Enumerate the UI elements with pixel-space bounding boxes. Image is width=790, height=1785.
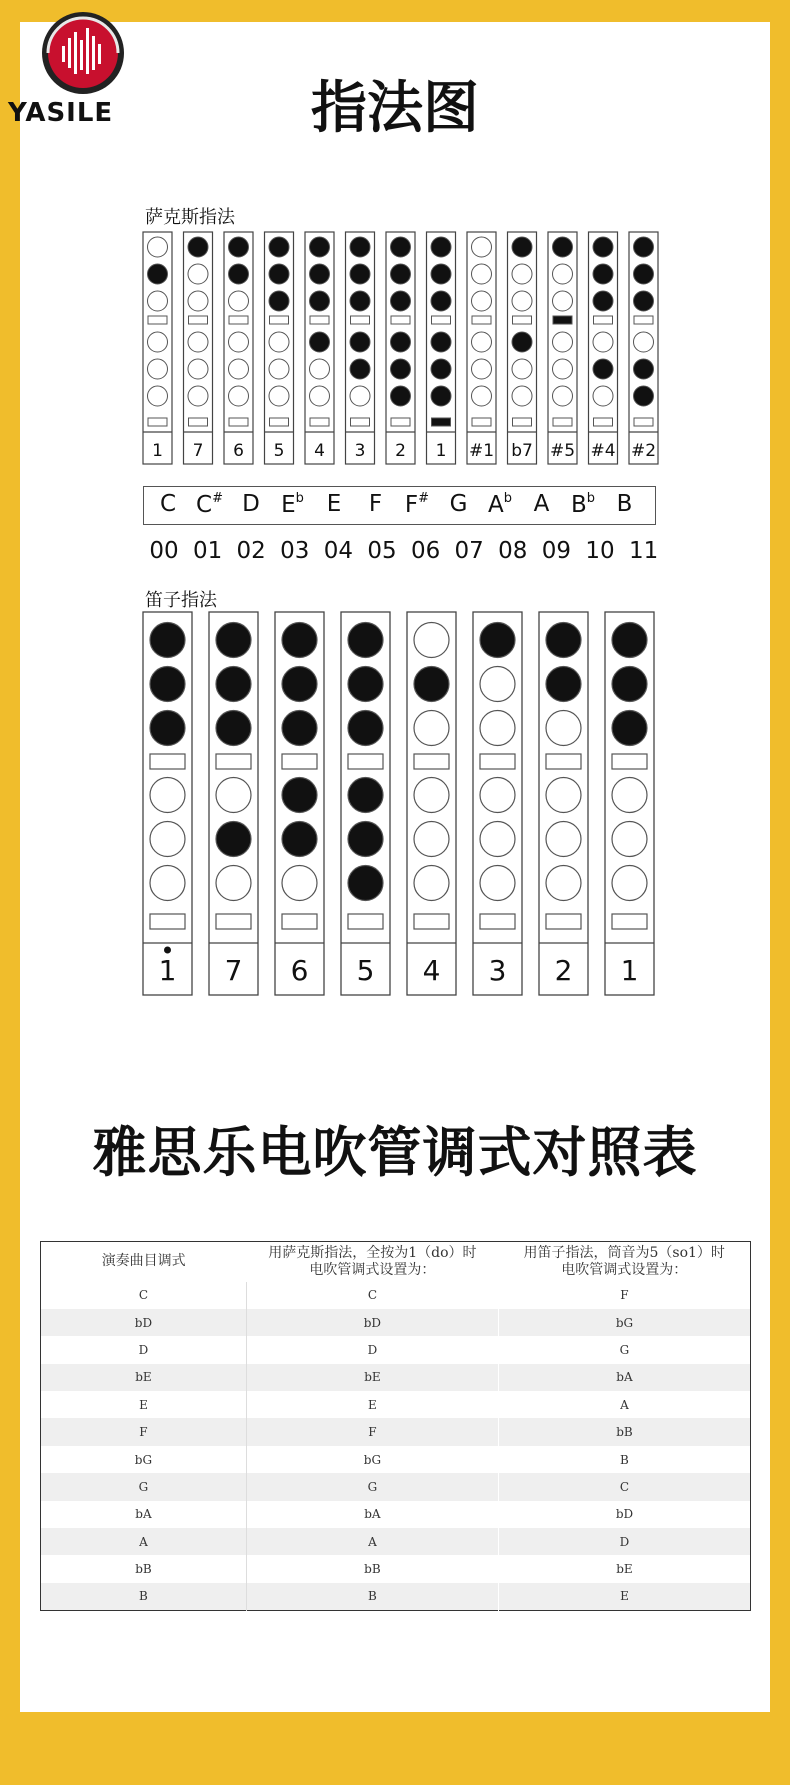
open-hole-icon [512, 386, 532, 406]
sax-column [548, 232, 577, 464]
header-tune-key: 演奏曲目调式 [41, 1242, 247, 1282]
key-slot-icon [513, 418, 532, 426]
closed-hole-icon [512, 332, 532, 352]
sax-note-label: b7 [511, 441, 533, 461]
sax-column [143, 232, 172, 464]
key-slot-icon [414, 914, 449, 929]
key-note-label: A [533, 491, 550, 517]
closed-hole-icon [282, 623, 317, 658]
closed-hole-icon [282, 711, 317, 746]
open-hole-icon [148, 386, 168, 406]
closed-hole-icon [282, 822, 317, 857]
key-slot-icon [546, 914, 581, 929]
key-slot-icon [612, 914, 647, 929]
sax-column [386, 232, 415, 464]
flute-note-label: 3 [488, 954, 507, 987]
open-hole-icon [512, 291, 532, 311]
open-hole-icon [480, 667, 515, 702]
open-hole-icon [150, 778, 185, 813]
closed-hole-icon [431, 386, 451, 406]
open-hole-icon [612, 778, 647, 813]
table-cell: F [41, 1418, 247, 1445]
page-title: 指法图 [311, 76, 479, 141]
table-cell: bA [41, 1501, 247, 1528]
key-number: 04 [323, 538, 354, 564]
key-slot-icon [216, 754, 251, 769]
sax-section-label: 萨克斯指法 [145, 207, 235, 228]
flute-fingering-diagram [140, 608, 660, 998]
closed-hole-icon [391, 237, 411, 257]
open-hole-icon [472, 237, 492, 257]
open-hole-icon [414, 778, 449, 813]
flute-column [143, 612, 192, 995]
table-row [41, 1336, 751, 1363]
closed-hole-icon [391, 359, 411, 379]
flute-column [605, 612, 654, 995]
open-hole-icon [188, 386, 208, 406]
logo-wordmark: YASILE [8, 98, 114, 128]
table-cell: B [246, 1583, 498, 1610]
open-hole-icon [148, 332, 168, 352]
open-hole-icon [480, 822, 515, 857]
key-slot-icon [148, 418, 167, 426]
key-slot-icon [310, 316, 329, 324]
open-hole-icon [472, 359, 492, 379]
key-slot-icon [480, 754, 515, 769]
sax-note-label: 4 [314, 441, 325, 461]
key-number: 01 [192, 538, 223, 564]
key-slot-icon [553, 418, 572, 426]
flute-note-label: 1 [158, 954, 177, 987]
open-hole-icon [350, 386, 370, 406]
key-slot-icon [594, 316, 613, 324]
open-hole-icon [472, 332, 492, 352]
closed-hole-icon [593, 291, 613, 311]
open-hole-icon [188, 332, 208, 352]
table-cell: E [41, 1391, 247, 1418]
table-cell: D [498, 1528, 750, 1555]
sax-note-label: 7 [192, 441, 204, 461]
table-cell: bA [498, 1364, 750, 1391]
closed-hole-icon [431, 237, 451, 257]
open-hole-icon [310, 359, 330, 379]
flute-note-label: 6 [290, 954, 309, 987]
open-hole-icon [216, 866, 251, 901]
key-slot-icon [472, 316, 491, 324]
table-cell: D [246, 1336, 498, 1363]
sax-note-label: 2 [395, 441, 406, 461]
table-cell: E [246, 1391, 498, 1418]
closed-hole-icon [350, 332, 370, 352]
table-headline: 雅思乐电吹管调式对照表 [92, 1121, 698, 1184]
sax-column [184, 232, 213, 464]
open-hole-icon [269, 332, 289, 352]
key-slot-icon [216, 914, 251, 929]
table-cell: bG [41, 1446, 247, 1473]
key-slot-icon [270, 316, 289, 324]
key-note-label: F [368, 491, 383, 517]
sax-column [467, 232, 496, 464]
sax-note-label: 3 [354, 441, 366, 461]
table-cell: bG [246, 1446, 498, 1473]
key-number: 03 [280, 538, 310, 564]
key-slot-icon [432, 418, 451, 426]
table-row [41, 1446, 751, 1473]
closed-hole-icon [546, 623, 581, 658]
sax-column [508, 232, 537, 464]
key-slot-icon [546, 754, 581, 769]
key-slot-icon [229, 418, 248, 426]
table-cell: bD [246, 1309, 498, 1336]
key-note-label: C# [196, 491, 223, 518]
sax-column [629, 232, 658, 464]
closed-hole-icon [431, 291, 451, 311]
closed-hole-icon [612, 711, 647, 746]
table-cell: C [246, 1282, 498, 1309]
table-row [41, 1528, 751, 1555]
key-note-label: G [449, 491, 468, 517]
closed-hole-icon [282, 667, 317, 702]
flute-note-label: 4 [422, 954, 441, 987]
closed-hole-icon [348, 822, 383, 857]
closed-hole-icon [229, 237, 249, 257]
flute-column [209, 612, 258, 995]
table-cell: bD [41, 1309, 247, 1336]
key-note-label: D [242, 491, 260, 517]
table-cell: C [498, 1473, 750, 1500]
sax-fingering-diagram [140, 230, 660, 466]
closed-hole-icon [593, 264, 613, 284]
open-hole-icon [593, 386, 613, 406]
open-hole-icon [480, 711, 515, 746]
table-cell: bE [498, 1555, 750, 1582]
open-hole-icon [414, 822, 449, 857]
key-number: 08 [498, 538, 528, 564]
closed-hole-icon [431, 264, 451, 284]
closed-hole-icon [348, 866, 383, 901]
open-hole-icon [480, 778, 515, 813]
key-number: 02 [236, 538, 266, 564]
key-slot-icon [229, 316, 248, 324]
key-note-label: $E^b$ [281, 491, 304, 518]
closed-hole-icon [150, 711, 185, 746]
table-cell: bB [246, 1555, 498, 1582]
table-cell: F [246, 1418, 498, 1445]
table-cell: D [41, 1336, 247, 1363]
key-slot-icon [480, 914, 515, 929]
sax-column [305, 232, 334, 464]
flute-column [473, 612, 522, 995]
table-cell: B [498, 1446, 750, 1473]
closed-hole-icon [512, 237, 532, 257]
open-hole-icon [229, 332, 249, 352]
closed-hole-icon [634, 386, 654, 406]
open-hole-icon [414, 711, 449, 746]
closed-hole-icon [634, 264, 654, 284]
key-number: 06 [410, 538, 441, 564]
open-hole-icon [546, 778, 581, 813]
sax-column [346, 232, 375, 464]
closed-hole-icon [216, 711, 251, 746]
open-hole-icon [229, 359, 249, 379]
table-cell: B [41, 1583, 247, 1610]
closed-hole-icon [546, 667, 581, 702]
closed-hole-icon [391, 264, 411, 284]
key-slot-icon [634, 316, 653, 324]
closed-hole-icon [634, 359, 654, 379]
table-cell: bB [498, 1418, 750, 1445]
key-slot-icon [553, 316, 572, 324]
open-hole-icon [148, 291, 168, 311]
closed-hole-icon [348, 667, 383, 702]
closed-hole-icon [348, 711, 383, 746]
key-note-label: $B^b$ [570, 491, 596, 518]
closed-hole-icon [148, 264, 168, 284]
key-slot-icon [348, 754, 383, 769]
table-header-row [41, 1242, 751, 1282]
key-number: 10 [585, 538, 615, 564]
open-hole-icon [188, 359, 208, 379]
table-cell: E [498, 1583, 750, 1610]
open-hole-icon [472, 264, 492, 284]
table-cell: F [498, 1282, 750, 1309]
open-hole-icon [150, 822, 185, 857]
closed-hole-icon [216, 822, 251, 857]
key-slot-icon [634, 418, 653, 426]
key-slot-icon [414, 754, 449, 769]
key-number: 00 [149, 538, 179, 564]
closed-hole-icon [634, 237, 654, 257]
sax-note-label: 5 [273, 441, 285, 461]
table-cell: C [41, 1282, 247, 1309]
flute-column [539, 612, 588, 995]
sax-note-label: #5 [549, 441, 576, 461]
key-slot-icon [432, 316, 451, 324]
closed-hole-icon [310, 291, 330, 311]
table-row [41, 1391, 751, 1418]
closed-hole-icon [348, 623, 383, 658]
table-cell: bD [498, 1501, 750, 1528]
open-hole-icon [229, 386, 249, 406]
open-hole-icon [229, 291, 249, 311]
open-hole-icon [269, 386, 289, 406]
table-cell: A [41, 1528, 247, 1555]
key-slot-icon [189, 418, 208, 426]
closed-hole-icon [431, 359, 451, 379]
open-hole-icon [472, 386, 492, 406]
key-slot-icon [310, 418, 329, 426]
closed-hole-icon [150, 623, 185, 658]
key-slot-icon [351, 316, 370, 324]
key-note-label: E [326, 491, 342, 517]
open-hole-icon [553, 291, 573, 311]
header-sax-fingering: 用萨克斯指法，全按为1（do）时 电吹管调式设置为： [246, 1242, 498, 1282]
closed-hole-icon [350, 359, 370, 379]
sax-column [224, 232, 253, 464]
flute-note-label: 1 [620, 954, 639, 987]
closed-hole-icon [391, 291, 411, 311]
open-hole-icon [414, 866, 449, 901]
closed-hole-icon [269, 264, 289, 284]
sax-note-label: #1 [468, 441, 495, 461]
open-hole-icon [188, 291, 208, 311]
key-note-label: F# [404, 491, 430, 518]
open-hole-icon [546, 711, 581, 746]
open-hole-icon [480, 866, 515, 901]
closed-hole-icon [282, 778, 317, 813]
open-hole-icon [216, 778, 251, 813]
table-row [41, 1418, 751, 1445]
key-slot-icon [150, 914, 185, 929]
key-ruler [143, 486, 656, 525]
key-slot-icon [282, 754, 317, 769]
table-row [41, 1282, 751, 1309]
table-row [41, 1501, 751, 1528]
table-row [41, 1583, 751, 1610]
closed-hole-icon [350, 237, 370, 257]
table-cell: bA [246, 1501, 498, 1528]
key-slot-icon [150, 754, 185, 769]
closed-hole-icon [350, 291, 370, 311]
sax-column [589, 232, 618, 464]
open-hole-icon [188, 264, 208, 284]
table-cell: A [498, 1391, 750, 1418]
closed-hole-icon [269, 237, 289, 257]
flute-column [341, 612, 390, 995]
key-slot-icon [391, 418, 410, 426]
key-number: 07 [454, 538, 484, 564]
closed-hole-icon [480, 623, 515, 658]
key-note-label: B [616, 491, 633, 517]
key-slot-icon [351, 418, 370, 426]
closed-hole-icon [350, 264, 370, 284]
closed-hole-icon [431, 332, 451, 352]
key-slot-icon [348, 914, 383, 929]
open-hole-icon [553, 386, 573, 406]
open-hole-icon [472, 291, 492, 311]
closed-hole-icon [229, 264, 249, 284]
open-hole-icon [310, 386, 330, 406]
closed-hole-icon [593, 237, 613, 257]
key-slot-icon [612, 754, 647, 769]
closed-hole-icon [593, 359, 613, 379]
key-number: 05 [367, 538, 397, 564]
flute-note-label: 7 [224, 954, 243, 987]
closed-hole-icon [269, 291, 289, 311]
open-hole-icon [282, 866, 317, 901]
octave-dot-icon [164, 947, 171, 954]
closed-hole-icon [188, 237, 208, 257]
table-row [41, 1555, 751, 1582]
table-row [41, 1309, 751, 1336]
key-slot-icon [270, 418, 289, 426]
closed-hole-icon [348, 778, 383, 813]
sax-column [427, 232, 456, 464]
open-hole-icon [148, 237, 168, 257]
table-cell: bE [246, 1364, 498, 1391]
open-hole-icon [512, 264, 532, 284]
closed-hole-icon [391, 332, 411, 352]
closed-hole-icon [553, 237, 573, 257]
closed-hole-icon [612, 623, 647, 658]
key-slot-icon [189, 316, 208, 324]
key-comparison-table [40, 1241, 751, 1611]
open-hole-icon [546, 822, 581, 857]
open-hole-icon [150, 866, 185, 901]
closed-hole-icon [150, 667, 185, 702]
open-hole-icon [593, 332, 613, 352]
sax-note-label: #4 [590, 441, 616, 461]
closed-hole-icon [612, 667, 647, 702]
table-row [41, 1473, 751, 1500]
table-row [41, 1364, 751, 1391]
closed-hole-icon [310, 264, 330, 284]
open-hole-icon [612, 822, 647, 857]
closed-hole-icon [216, 667, 251, 702]
key-note-label: C [159, 491, 177, 517]
table-cell: A [246, 1528, 498, 1555]
sax-note-label: #2 [630, 441, 657, 461]
key-slot-icon [513, 316, 532, 324]
closed-hole-icon [634, 291, 654, 311]
key-number: 09 [541, 538, 572, 564]
closed-hole-icon [310, 332, 330, 352]
table-cell: G [498, 1336, 750, 1363]
open-hole-icon [148, 359, 168, 379]
key-slot-icon [282, 914, 317, 929]
closed-hole-icon [310, 237, 330, 257]
open-hole-icon [612, 866, 647, 901]
flute-note-label: 2 [554, 954, 573, 987]
flute-column [407, 612, 456, 995]
key-slot-icon [472, 418, 491, 426]
closed-hole-icon [391, 386, 411, 406]
table-cell: bG [498, 1309, 750, 1336]
open-hole-icon [269, 359, 289, 379]
open-hole-icon [414, 623, 449, 658]
table-cell: G [41, 1473, 247, 1500]
closed-hole-icon [216, 623, 251, 658]
key-slot-icon [148, 316, 167, 324]
key-number: 11 [628, 538, 659, 564]
flute-note-label: 5 [356, 954, 375, 987]
open-hole-icon [634, 332, 654, 352]
flute-section-label: 笛子指法 [145, 590, 217, 611]
key-slot-icon [391, 316, 410, 324]
sax-column [265, 232, 294, 464]
closed-hole-icon [414, 667, 449, 702]
open-hole-icon [553, 332, 573, 352]
table-cell: G [246, 1473, 498, 1500]
key-slot-icon [594, 418, 613, 426]
header-flute-fingering: 用笛子指法，筒音为5（so1）时 电吹管调式设置为： [498, 1242, 750, 1282]
sax-note-label: 1 [435, 441, 447, 461]
table-cell: bB [41, 1555, 247, 1582]
key-note-label: $A^b$ [488, 491, 512, 518]
sax-note-label: 1 [152, 441, 163, 461]
open-hole-icon [553, 359, 573, 379]
open-hole-icon [553, 264, 573, 284]
flute-column [275, 612, 324, 995]
sax-note-label: 6 [233, 441, 244, 461]
open-hole-icon [512, 359, 532, 379]
table-cell: bE [41, 1364, 247, 1391]
open-hole-icon [546, 866, 581, 901]
